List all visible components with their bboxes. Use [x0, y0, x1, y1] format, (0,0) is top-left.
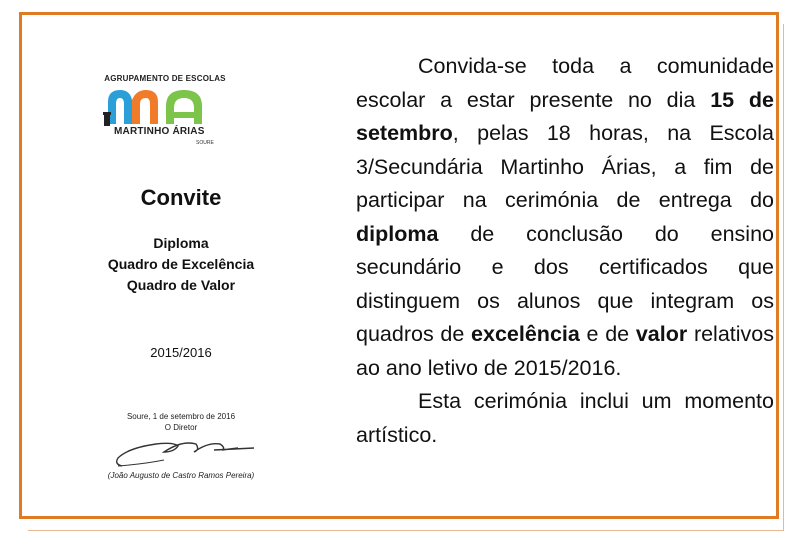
- invitation-body: [356, 50, 774, 452]
- school-logo: [100, 74, 230, 150]
- director-role: O Diretor: [164, 423, 198, 432]
- logo-letters-icon: [100, 84, 230, 130]
- director-signature: [104, 430, 264, 470]
- subtitle-excellence: Quadro de Excelência: [107, 256, 255, 272]
- body-paragraph-2: Esta cerimónia inclui um momento artístico.: [356, 389, 774, 447]
- logo-name: MARTINHO ÁRIAS: [114, 126, 205, 137]
- director-name: (João Augusto de Castro Ramos Pereira): [107, 471, 255, 480]
- logo-place: SOURE: [196, 140, 214, 146]
- subtitle-diploma: Diploma: [153, 235, 209, 251]
- subtitle-list: [80, 233, 282, 296]
- logo-top-text: AGRUPAMENTO DE ESCOLAS: [104, 74, 226, 83]
- body-paragraph-1: Convida-se toda a comunidade escolar a estar presente no dia 15 de setembro, pelas 18 horas, na Escola 3/Secundária Martinho Árias, a fim de participar na cerimónia de entrega do diploma de conclusão do ensino secundário e dos certificados que distinguem os alunos que integram os quadros de excelência e de valor relativos ao ano letivo de 2015/2016.: [356, 54, 775, 380]
- subtitle-value: Quadro de Valor: [126, 277, 236, 293]
- school-year: 2015/2016: [150, 345, 212, 360]
- place-date: Soure, 1 de setembro de 2016: [126, 412, 236, 421]
- invitation-title: Convite: [140, 185, 222, 210]
